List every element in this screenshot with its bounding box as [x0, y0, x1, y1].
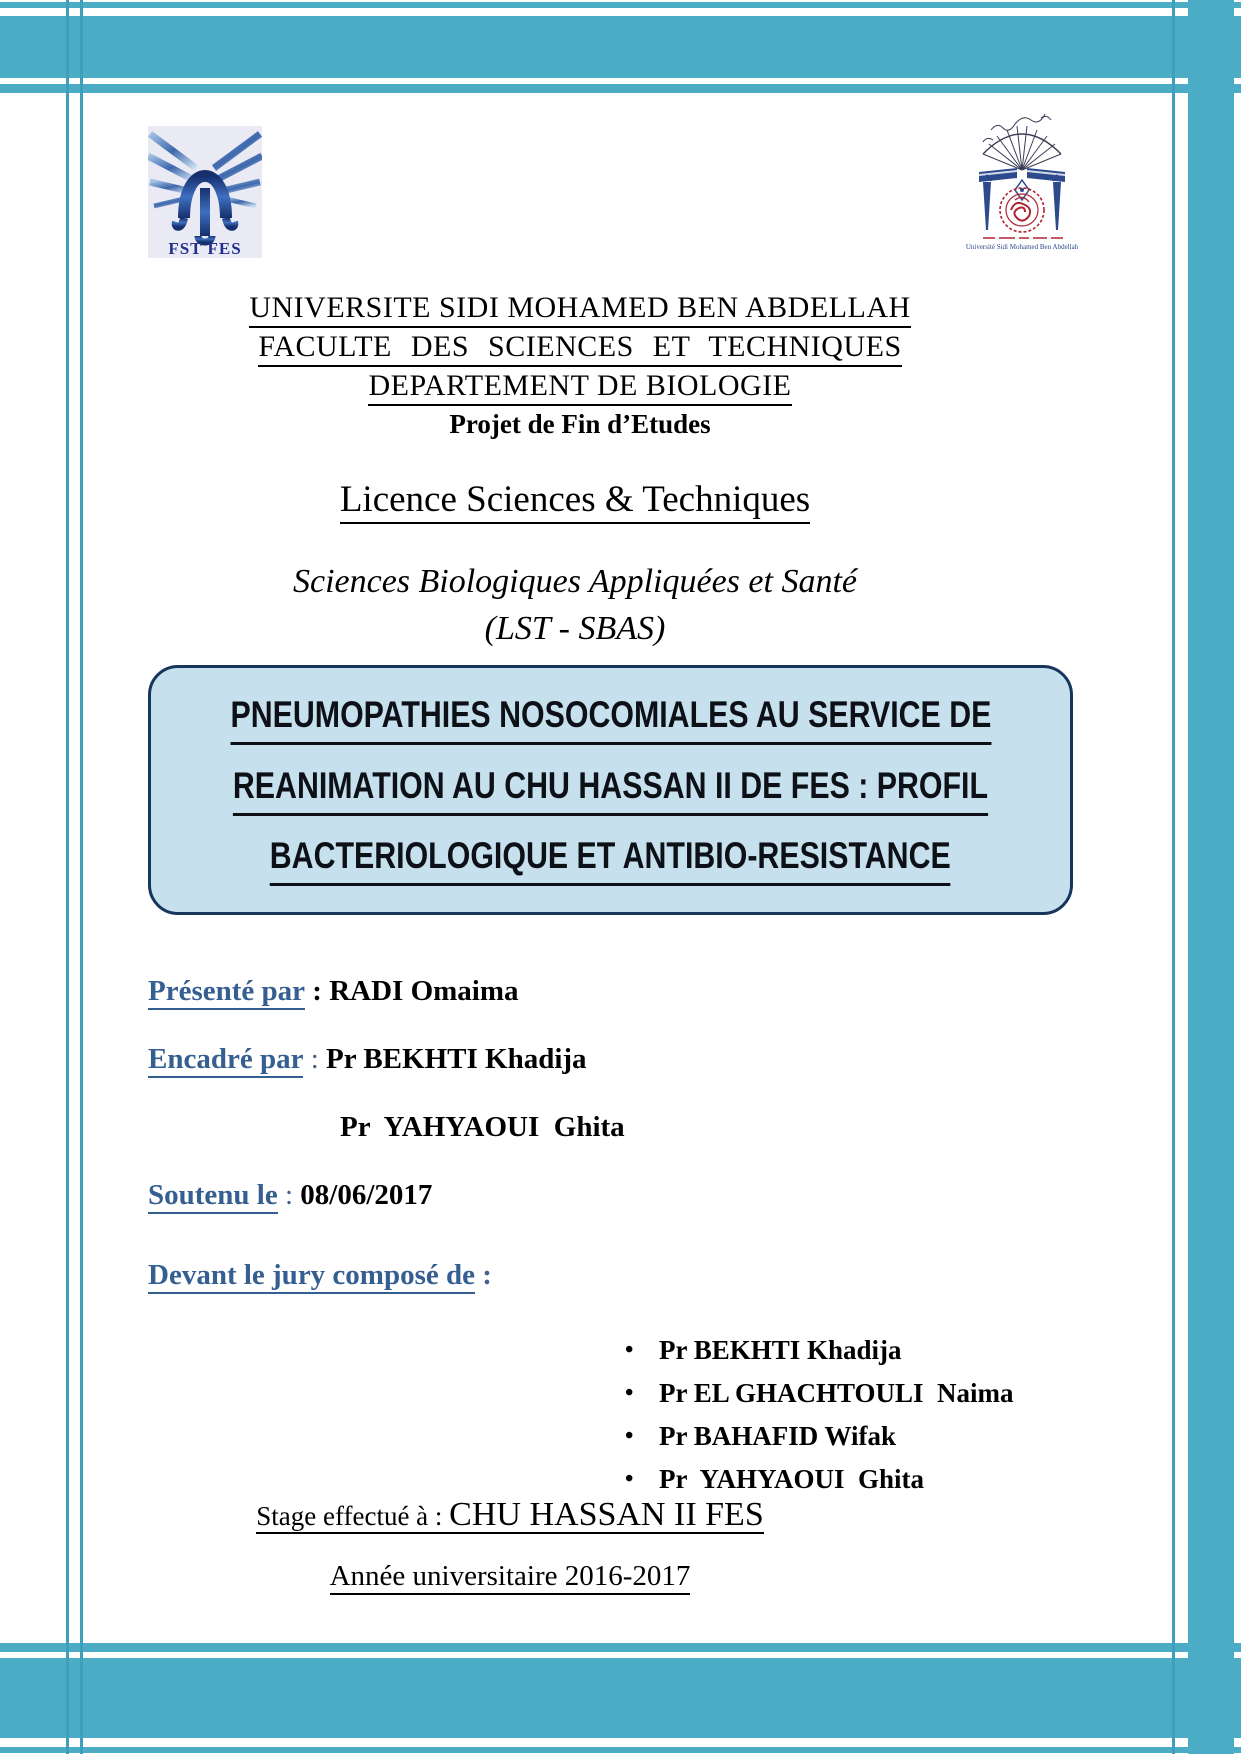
presented-by-colon: :	[312, 975, 322, 1007]
seal-red-rosette	[1000, 188, 1044, 232]
jury-member-name: Pr YAHYAOUI Ghita	[659, 1464, 925, 1494]
bullet-icon: •	[625, 1423, 634, 1449]
project-type: Projet de Fin d’Etudes	[449, 409, 711, 439]
presented-by-label: Présenté par	[148, 975, 305, 1010]
bullet-icon: •	[625, 1337, 634, 1363]
jury-heading-label: Devant le jury composé de	[148, 1259, 475, 1294]
top-small-border-band	[0, 84, 1241, 93]
faculty-name: FACULTE DES SCIENCES ET TECHNIQUES	[150, 330, 1010, 364]
top-thin-border-line	[0, 2, 1241, 8]
supervised-by-value-2: Pr YAHYAOUI Ghita	[340, 1111, 625, 1143]
supervised-by-colon: :	[310, 1043, 319, 1075]
defended-on-row	[148, 1179, 1088, 1212]
bottom-small-border-band	[0, 1643, 1241, 1652]
presented-by-value: RADI Omaima	[329, 975, 519, 1007]
jury-heading-row	[148, 1259, 1088, 1292]
bottom-wide-border-band	[0, 1658, 1241, 1738]
academic-year-line	[120, 1560, 900, 1593]
right-vertical-border-band	[1188, 0, 1234, 1754]
bullet-icon: •	[625, 1466, 634, 1492]
right-vertical-border-line	[1172, 0, 1175, 1754]
university-name: UNIVERSITE SIDI MOHAMED BEN ABDELLAH	[150, 291, 1010, 325]
jury-member-name: Pr BAHAFID Wifak	[659, 1421, 897, 1451]
usmba-seal	[953, 108, 1091, 252]
left-vertical-border-line-1	[66, 0, 69, 1754]
jury-member-name: Pr EL GHACHTOULI Naima	[659, 1378, 1014, 1408]
specialty-title: Sciences Biologiques Appliquées et Santé	[292, 563, 857, 600]
degree-title: Licence Sciences & Techniques	[160, 478, 990, 521]
fst-logo-caption: FST FES	[168, 239, 242, 258]
thesis-title-line-2: REANIMATION AU CHU HASSAN II DE FES : PROFIL	[150, 765, 1071, 816]
supervised-by-row	[148, 1043, 1088, 1076]
left-vertical-border-line-2	[80, 0, 83, 1754]
defended-on-colon: :	[284, 1179, 294, 1211]
supervisor-2-row	[340, 1111, 1241, 1144]
defended-on-label: Soutenu le	[148, 1179, 278, 1214]
internship-value: CHU HASSAN II FES	[449, 1496, 764, 1533]
bullet-icon: •	[625, 1380, 634, 1406]
top-wide-border-band	[0, 16, 1241, 78]
jury-heading-colon: :	[482, 1259, 492, 1291]
bottom-thin-border-line	[0, 1747, 1241, 1753]
internship-label: Stage effectué à :	[256, 1501, 450, 1531]
seal-left-pen	[982, 174, 992, 230]
jury-member-name: Pr BEKHTI Khadija	[659, 1335, 902, 1365]
thesis-title-box	[148, 665, 1073, 915]
presented-by-row	[148, 975, 1088, 1008]
seal-caption: Université Sidi Mohamed Ben Abdellah	[965, 243, 1079, 251]
academic-year-value: Année universitaire 2016-2017	[330, 1560, 691, 1595]
thesis-title-line-1: PNEUMOPATHIES NOSOCOMIALES AU SERVICE DE	[147, 694, 1075, 745]
thesis-title-line-3: BACTERIOLOGIQUE ET ANTIBIO-RESISTANCE	[195, 835, 1025, 886]
specialty-abbreviation: (LST - SBAS)	[484, 610, 666, 647]
supervised-by-label: Encadré par	[148, 1043, 303, 1078]
fst-fes-logo	[148, 126, 262, 258]
supervised-by-value-1: Pr BEKHTI Khadija	[326, 1043, 587, 1075]
department-name: DEPARTEMENT DE BIOLOGIE	[150, 369, 1010, 403]
seal-open-book	[979, 168, 1065, 200]
defended-on-value: 08/06/2017	[300, 1179, 433, 1211]
internship-location-line	[120, 1496, 900, 1534]
seal-right-pen	[1052, 174, 1062, 230]
seal-fan	[983, 126, 1061, 170]
